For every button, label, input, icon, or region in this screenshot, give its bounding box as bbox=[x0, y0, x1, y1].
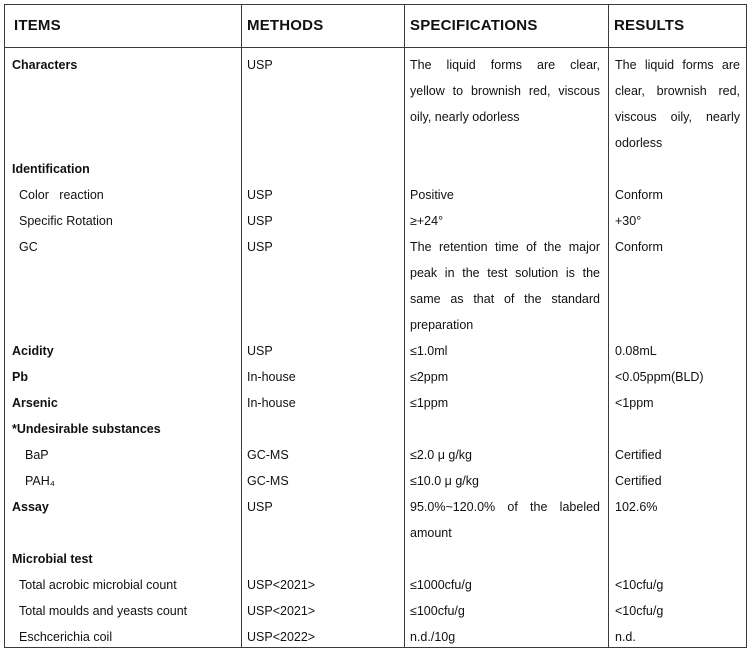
result-pb: <0.05ppm(BLD) bbox=[615, 370, 704, 384]
coa-table bbox=[4, 4, 747, 648]
item-undesirable-substances: *Undesirable substances bbox=[12, 422, 161, 436]
method-escherichia-coli: USP<2022> bbox=[247, 630, 316, 644]
result-gc: Conform bbox=[615, 240, 663, 254]
result-line: The liquid forms are bbox=[615, 58, 740, 72]
result-line: clear, brownish red, bbox=[615, 84, 740, 98]
spec-characters bbox=[410, 52, 600, 130]
result-acidity: 0.08mL bbox=[615, 344, 657, 358]
method-color-reaction: USP bbox=[247, 188, 273, 202]
spec-line: same as that of the standard bbox=[410, 292, 600, 306]
column-divider bbox=[608, 5, 609, 647]
spec-acidity: ≤1.0ml bbox=[410, 344, 448, 358]
item-color-reaction: Color reaction bbox=[19, 188, 104, 202]
method-arsenic: In-house bbox=[247, 396, 296, 410]
item-assay: Assay bbox=[12, 500, 49, 514]
method-characters: USP bbox=[247, 58, 273, 72]
item-characters: Characters bbox=[12, 58, 78, 72]
spec-color-reaction: Positive bbox=[410, 188, 454, 202]
spec-pah4: ≤10.0 μ g/kg bbox=[410, 474, 479, 488]
header-items: ITEMS bbox=[14, 17, 61, 34]
result-arsenic: <1ppm bbox=[615, 396, 654, 410]
result-pah4: Certified bbox=[615, 474, 662, 488]
result-specific-rotation: +30° bbox=[615, 214, 642, 228]
result-bap: Certified bbox=[615, 448, 662, 462]
item-pah4: PAH₄ bbox=[25, 474, 55, 488]
spec-line: The liquid forms are clear, bbox=[410, 58, 600, 72]
item-total-moulds-yeasts: Total moulds and yeasts count bbox=[19, 604, 188, 618]
result-escherichia-coli: n.d. bbox=[615, 630, 636, 644]
method-bap: GC-MS bbox=[247, 448, 289, 462]
column-divider bbox=[241, 5, 242, 647]
method-total-aerobic-count: USP<2021> bbox=[247, 578, 316, 592]
method-specific-rotation: USP bbox=[247, 214, 273, 228]
item-identification: Identification bbox=[12, 162, 90, 176]
result-total-aerobic-count: <10cfu/g bbox=[615, 578, 664, 592]
header-results: RESULTS bbox=[614, 17, 685, 34]
method-assay: USP bbox=[247, 500, 273, 514]
spec-line: peak in the test solution is the bbox=[410, 266, 600, 280]
item-microbial-test: Microbial test bbox=[12, 552, 93, 566]
item-pb: Pb bbox=[12, 370, 28, 384]
column-divider bbox=[404, 5, 405, 647]
result-characters bbox=[615, 52, 740, 156]
spec-pb: ≤2ppm bbox=[410, 370, 449, 384]
item-arsenic: Arsenic bbox=[12, 396, 58, 410]
item-gc: GC bbox=[19, 240, 38, 254]
spec-line: amount bbox=[410, 526, 452, 540]
result-color-reaction: Conform bbox=[615, 188, 663, 202]
result-total-moulds-yeasts: <10cfu/g bbox=[615, 604, 664, 618]
spec-line: yellow to brownish red, viscous bbox=[410, 84, 600, 98]
header-divider bbox=[5, 47, 746, 48]
spec-bap: ≤2.0 μ g/kg bbox=[410, 448, 473, 462]
result-assay: 102.6% bbox=[615, 500, 658, 514]
method-acidity: USP bbox=[247, 344, 273, 358]
spec-gc bbox=[410, 234, 600, 338]
item-escherichia-coli: Eschcerichia coil bbox=[19, 630, 113, 644]
item-bap: BaP bbox=[25, 448, 49, 462]
spec-specific-rotation: ≥+24° bbox=[410, 214, 444, 228]
header-specifications: SPECIFICATIONS bbox=[410, 17, 538, 34]
method-pah4: GC-MS bbox=[247, 474, 289, 488]
spec-line: preparation bbox=[410, 318, 474, 332]
method-total-moulds-yeasts: USP<2021> bbox=[247, 604, 316, 618]
spec-arsenic: ≤1ppm bbox=[410, 396, 449, 410]
method-pb: In-house bbox=[247, 370, 296, 384]
result-line: odorless bbox=[615, 136, 663, 150]
header-methods: METHODS bbox=[247, 17, 324, 34]
spec-total-moulds-yeasts: ≤100cfu/g bbox=[410, 604, 465, 618]
spec-total-aerobic-count: ≤1000cfu/g bbox=[410, 578, 472, 592]
item-total-aerobic-count: Total acrobic microbial count bbox=[19, 578, 177, 592]
spec-assay bbox=[410, 494, 600, 546]
spec-line: oily, nearly odorless bbox=[410, 110, 520, 124]
spec-line: The retention time of the major bbox=[410, 240, 600, 254]
item-specific-rotation: Specific Rotation bbox=[19, 214, 113, 228]
spec-line: 95.0%~120.0% of the labeled bbox=[410, 500, 600, 514]
spec-escherichia-coli: n.d./10g bbox=[410, 630, 456, 644]
method-gc: USP bbox=[247, 240, 273, 254]
result-line: viscous oily, nearly bbox=[615, 110, 740, 124]
item-acidity: Acidity bbox=[12, 344, 54, 358]
